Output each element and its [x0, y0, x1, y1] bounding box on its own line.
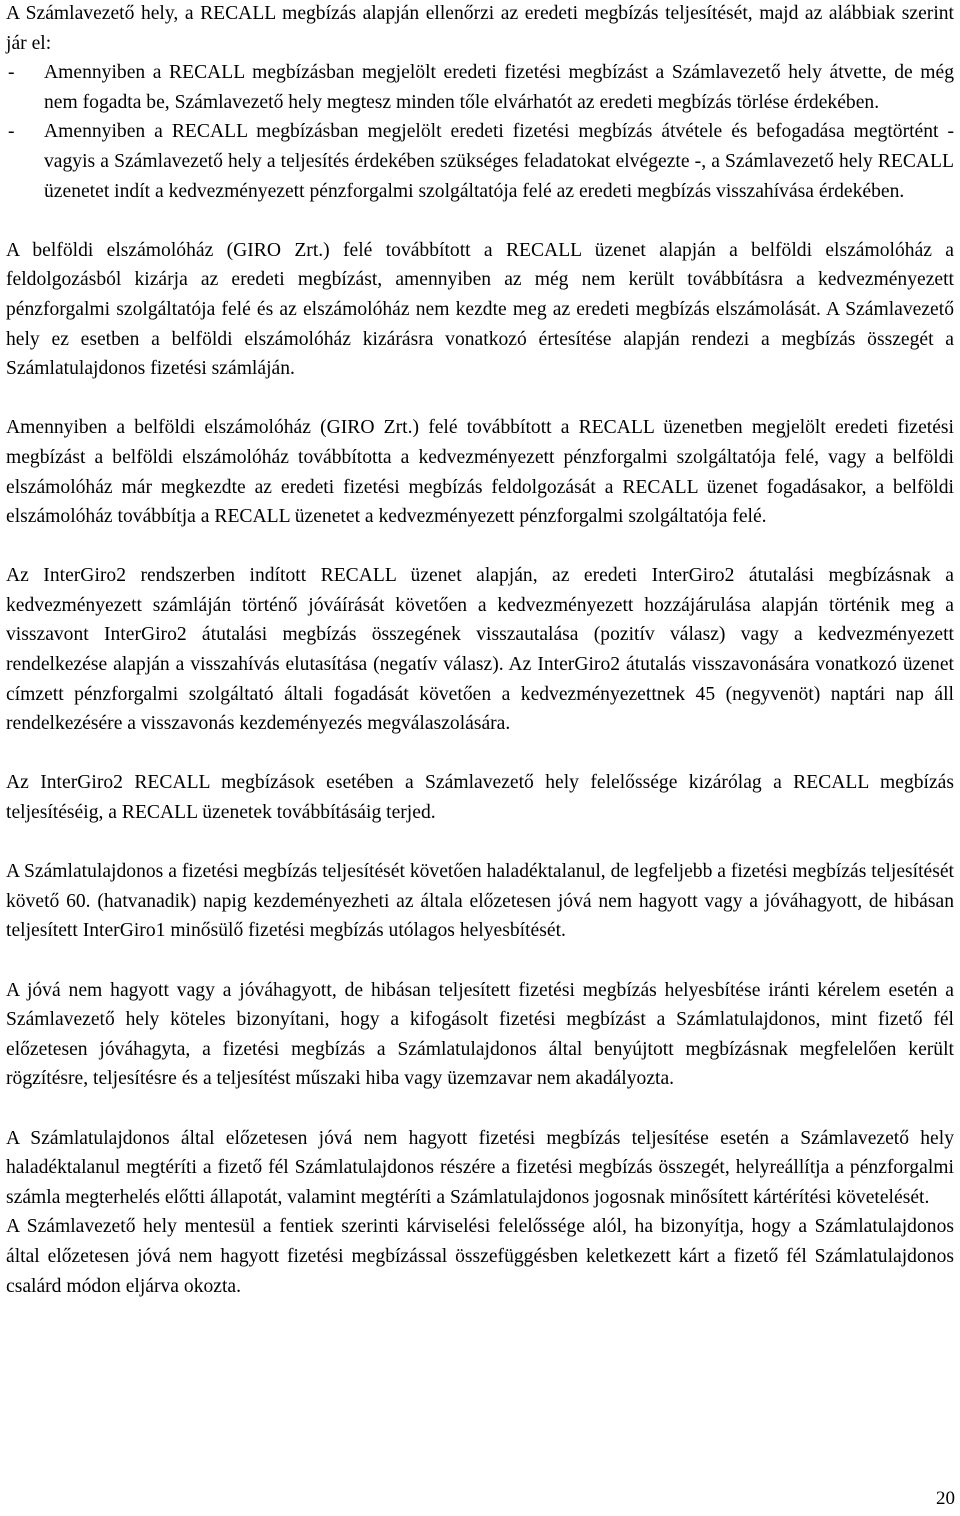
list-marker: - — [8, 62, 15, 84]
paragraph-giro-forwarding: Amennyiben a belföldi elszámolóház (GIRO Zrt.) felé továbbított a RECALL üzenetben megjelölt eredeti fizetési megbízást a belföldi elszámolóház továbbította a kedvezményezett pénzforgalmi szolgáltatója felé, vagy a belföldi elszámolóház már megkezdte az eredeti fizetési megbízás feldolgozását a RECALL üzenet fogadásakor, a belföldi elszámolóház továbbítja a RECALL üzenetet a kedvezményezett pénzforgalmi szolgáltatója felé. — [6, 417, 954, 528]
paragraph-intergiro2-recall: Az InterGiro2 rendszerben indított RECALL üzenet alapján, az eredeti InterGiro2 átutalási megbízásnak a kedvezményezett számláján történő jóváírását követően a kedvezményezett hozzájárulása alapján történik meg a visszavont InterGiro2 átutalási megbízás összegének visszautalása (pozitív válasz) vagy a kedvezményezett rendelkezése alapján a visszahívás elutasítása (negatív válasz). Az InterGiro2 átutalás visszavonására vonatkozó üzenet címzett pénzforgalmi szolgáltató általi fogadását követően a kedvezményezettnek 45 (negyvenöt) naptári nap áll rendelkezésére a visszavonás kezdeményezés megválaszolására. — [6, 565, 954, 735]
intro-paragraph: A Számlavezető hely, a RECALL megbízás alapján ellenőrzi az eredeti megbízás teljesítését, majd az alábbiak szerint jár el: — [6, 3, 954, 54]
paragraph-intergiro2-responsibility: Az InterGiro2 RECALL megbízások esetében a Számlavezető hely felelőssége kizárólag a RECALL megbízás teljesítéséig, a RECALL üzenetek továbbításáig terjed. — [6, 772, 954, 824]
document-page — [6, 0, 954, 1301]
list-item — [6, 117, 954, 206]
list-item-text: Amennyiben a RECALL megbízásban megjelölt eredeti fizetési megbízást a Számlavezető hely átvette, de még nem fogadta be, Számlavezető hely megtesz minden tőle elvárhatót az eredeti megbízás törlése érdekében. — [44, 62, 954, 113]
paragraph-correction-request: A Számlatulajdonos a fizetési megbízás teljesítését követően haladéktalanul, de legfeljebb a fizetési megbízás teljesítését követő 60. (hatvanadik) napig kezdeményezheti az általa előzetesen jóvá nem hagyott vagy a jóváhagyott, de hibásan teljesített InterGiro1 minősülő fizetési megbízás utólagos helyesbítését. — [6, 861, 954, 942]
paragraph-burden-of-proof: A jóvá nem hagyott vagy a jóváhagyott, de hibásan teljesített fizetési megbízás helyesbítése iránti kérelem esetén a Számlavezető hely köteles bizonyítani, hogy a kifogásolt fizetési megbízást a Számlatulajdonos, mint fizető fél előzetesen jóváhagyta, a fizetési megbízás a Számlatulajdonos által benyújtott megbízásnak megfelelően került rögzítésre, teljesítésre és a teljesítést műszaki hiba vagy üzemzavar nem akadályozta. — [6, 979, 954, 1090]
paragraph-giro-exclusion: A belföldi elszámolóház (GIRO Zrt.) felé továbbított a RECALL üzenet alapján a belföldi elszámolóház a feldolgozásból kizárja az eredeti megbízást, amennyiben az még nem került továbbításra a kedvezményezett pénzforgalmi szolgáltatója felé és az elszámolóház nem kezdte meg az eredeti megbízás elszámolását. A Számlavezető hely ez esetben a belföldi elszámolóház kizárásra vonatkozó értesítése alapján rendezi a megbízás összegét a Számlatulajdonos fizetési számláján. — [6, 239, 954, 380]
list-marker: - — [8, 121, 15, 143]
paragraph-refund: A Számlatulajdonos által előzetesen jóvá nem hagyott fizetési megbízás teljesítése esetén a Számlavezető hely haladéktalanul megtéríti a fizető fél Számlatulajdonos részére a fizetési megbízás összegét, helyreállítja a pénzforgalmi számla megterhelés előtti állapotát, valamint megtéríti a Számlatulajdonos jogosnak minősített kártérítési követelését. — [6, 1127, 954, 1208]
paragraph-liability-exemption: A Számlavezető hely mentesül a fentiek szerinti kárviselési felelőssége alól, ha bizonyítja, hogy a Számlatulajdonos által előzetesen jóvá nem hagyott fizetési megbízással összefüggésben keletkezett kárt a fizető fél Számlatulajdonos csalárd módon eljárva okozta. — [6, 1216, 954, 1297]
list-item-text: Amennyiben a RECALL megbízásban megjelölt eredeti fizetési megbízás átvétele és befogadása megtörtént - vagyis a Számlavezető hely a teljesítés érdekében szükséges feladatokat elvégezte -, a Számlavezető hely RECALL üzenetet indít a kedvezményezett pénzforgalmi szolgáltatója felé az eredeti megbízás visszahívása érdekében. — [44, 121, 954, 202]
page-number: 20 — [936, 1488, 955, 1509]
list-item — [6, 58, 954, 117]
